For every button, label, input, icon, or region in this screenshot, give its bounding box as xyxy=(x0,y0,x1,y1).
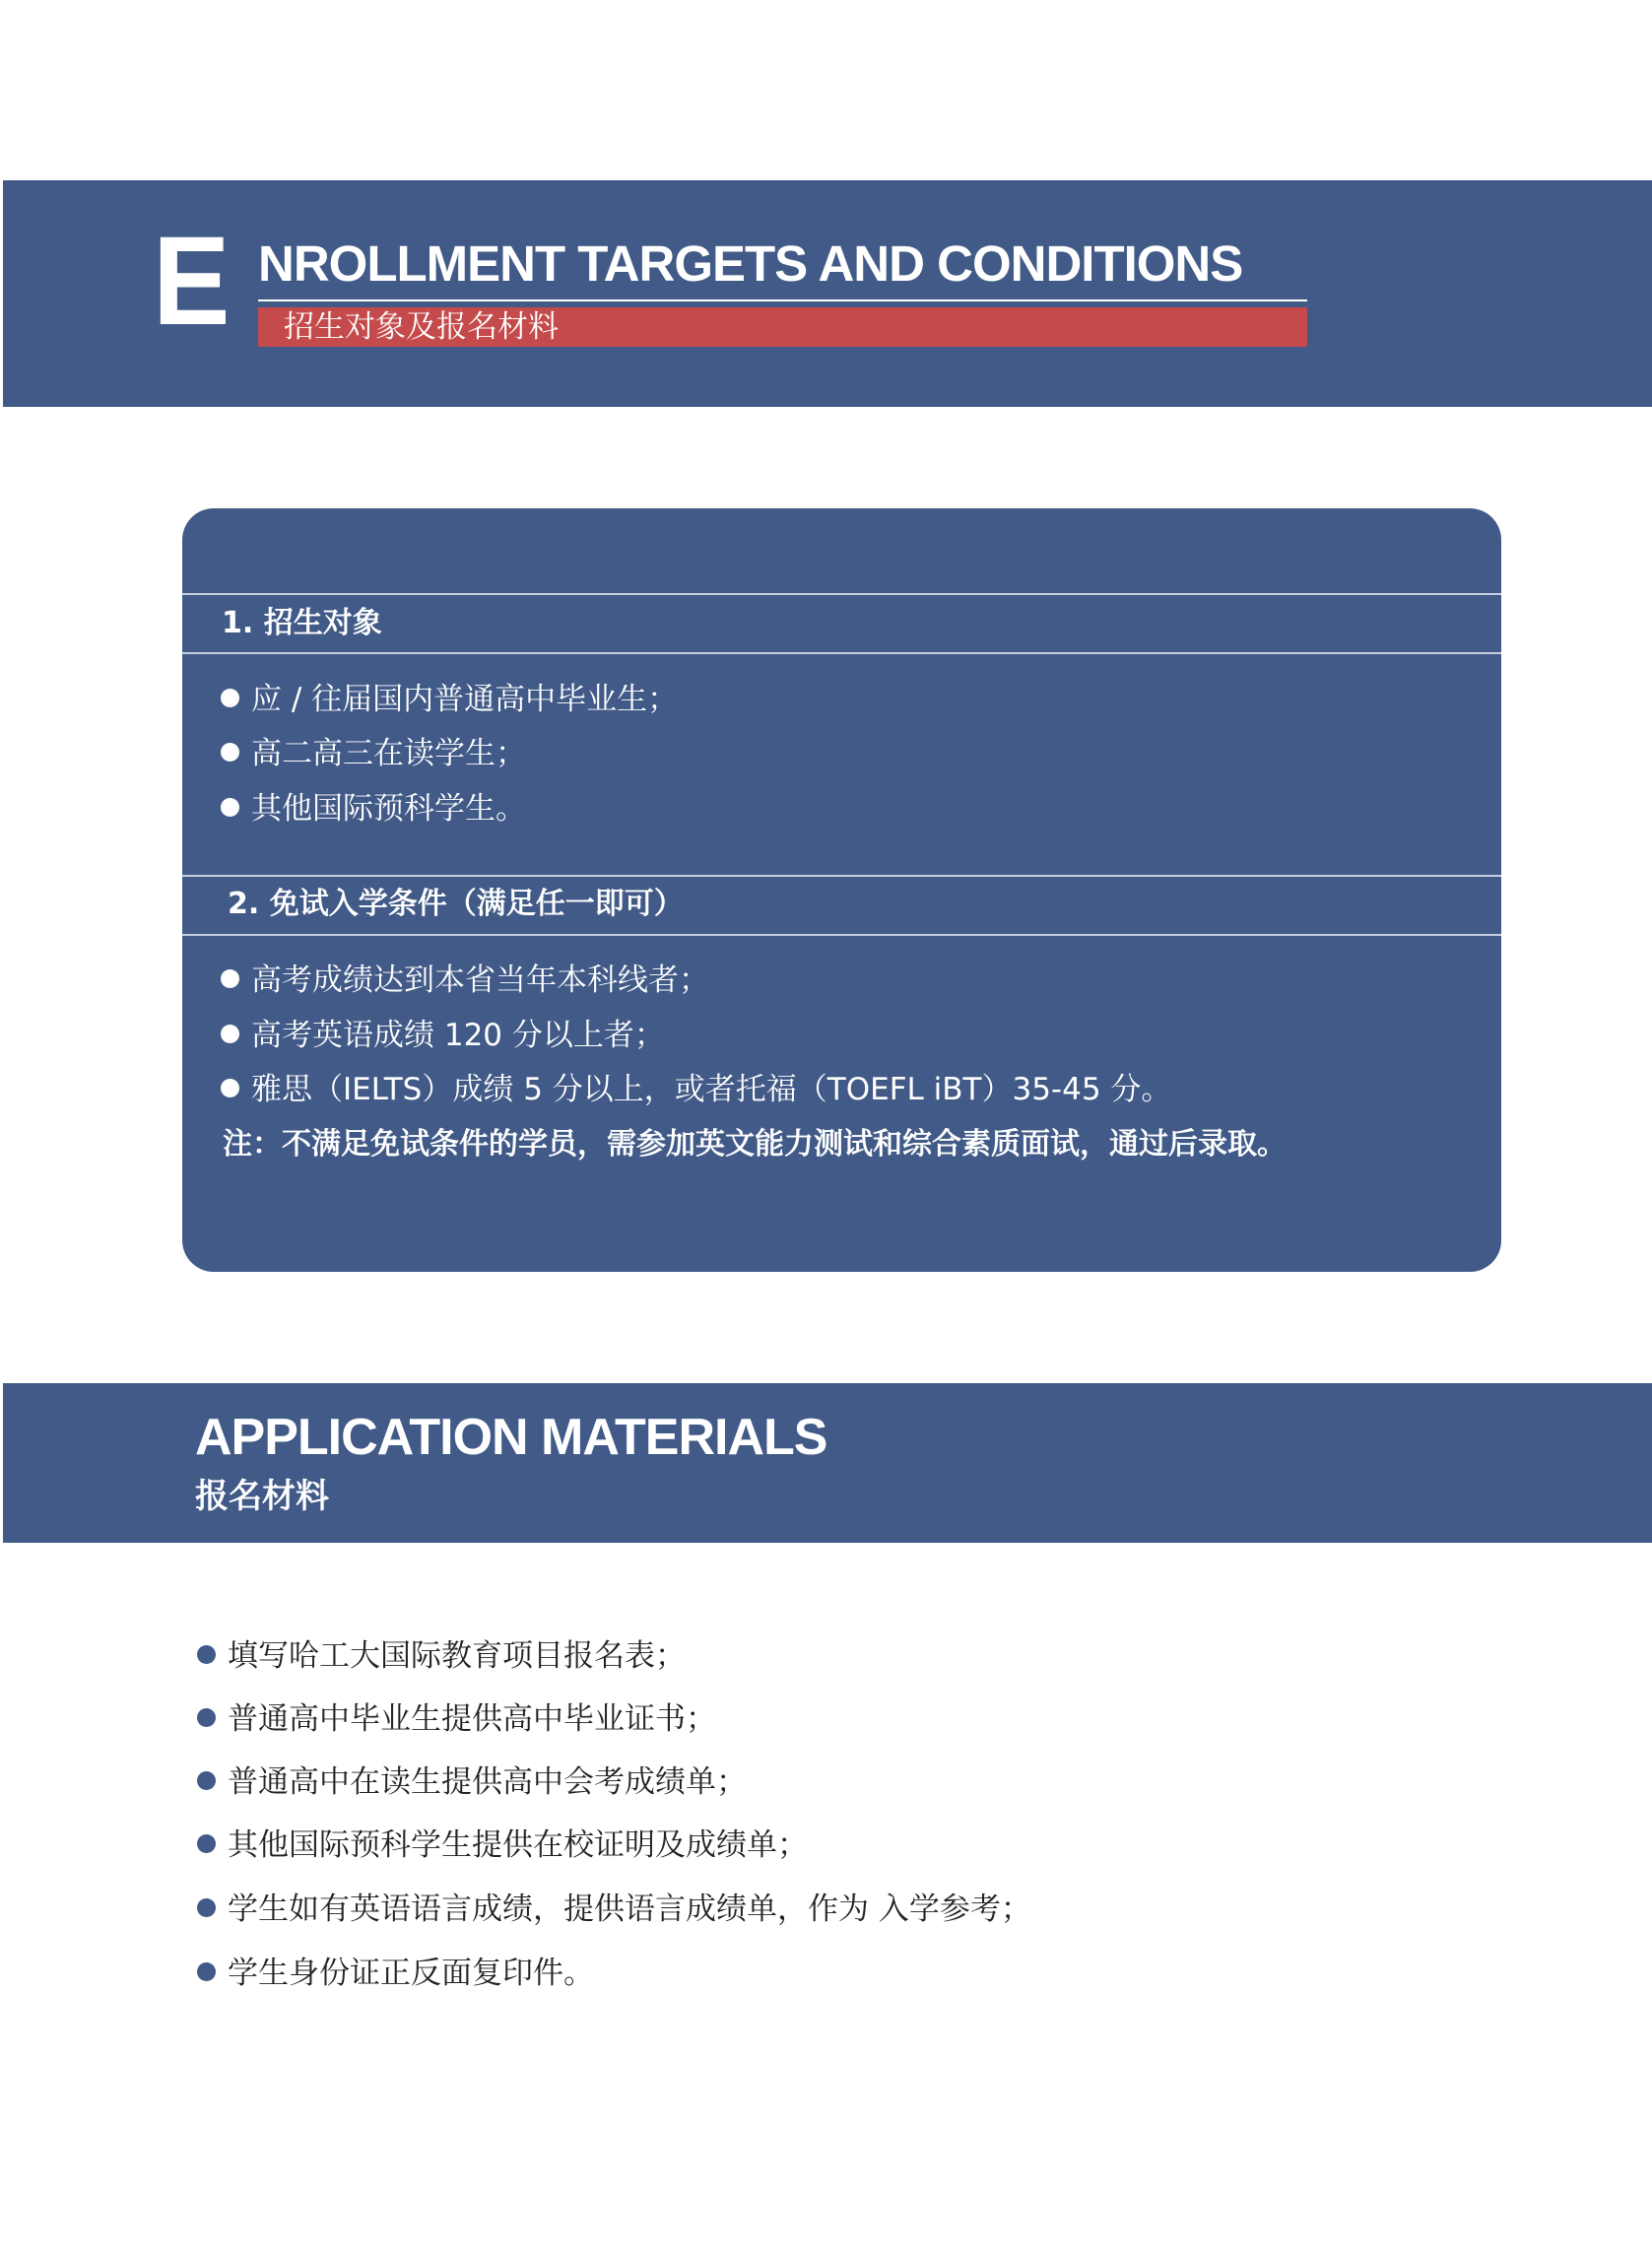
bullet-icon xyxy=(221,743,239,762)
list-item: 学生如有英语语言成绩，提供语言成绩单，作为 入学参考； xyxy=(197,1890,1031,1929)
list-item: 学生身份证正反面复印件。 xyxy=(197,1954,594,1993)
enrollment-banner xyxy=(3,180,1652,407)
list-item: 普通高中在读生提供高中会考成绩单； xyxy=(197,1762,747,1802)
section-heading-exemption: 2. 免试入学条件（满足任一即可） xyxy=(228,887,684,921)
list-item: 雅思（IELTS）成绩 5 分以上，或者托福（TOEFL iBT）35-45 分。 xyxy=(221,1070,1171,1109)
exemption-note: 注：不满足免试条件的学员，需参加英文能力测试和综合素质面试，通过后录取。 xyxy=(223,1127,1287,1162)
banner-initial-letter: E xyxy=(153,211,231,352)
card-divider xyxy=(182,652,1501,654)
card-divider xyxy=(182,875,1501,877)
banner-subtitle: 招生对象及报名材料 xyxy=(284,309,559,345)
list-item: 高二高三在读学生； xyxy=(221,734,526,773)
list-item: 普通高中毕业生提供高中毕业证书； xyxy=(197,1699,716,1739)
bullet-icon xyxy=(221,689,239,707)
bullet-icon xyxy=(197,1708,216,1727)
bullet-icon xyxy=(197,1645,216,1664)
section-heading-targets: 1. 招生对象 xyxy=(222,606,382,640)
list-item: 高考英语成绩 120 分以上者； xyxy=(221,1016,665,1055)
list-item: 其他国际预科学生提供在校证明及成绩单； xyxy=(197,1826,808,1865)
bullet-icon xyxy=(221,969,239,988)
materials-subtitle: 报名材料 xyxy=(195,1477,329,1516)
list-item: 应 / 往届国内普通高中毕业生； xyxy=(221,680,678,719)
bullet-icon xyxy=(197,1834,216,1853)
card-divider xyxy=(182,934,1501,936)
list-item: 填写哈工大国际教育项目报名表； xyxy=(197,1636,686,1676)
bullet-icon xyxy=(197,1898,216,1917)
bullet-icon xyxy=(197,1962,216,1981)
list-item: 高考成绩达到本省当年本科线者； xyxy=(221,961,709,1000)
materials-title: APPLICATION MATERIALS xyxy=(195,1409,827,1466)
bullet-icon xyxy=(197,1771,216,1790)
bullet-icon xyxy=(221,798,239,817)
list-item: 其他国际预科学生。 xyxy=(221,789,526,829)
banner-divider xyxy=(258,299,1307,301)
bullet-icon xyxy=(221,1025,239,1043)
card-divider xyxy=(182,593,1501,595)
bullet-icon xyxy=(221,1079,239,1097)
banner-title: NROLLMENT TARGETS AND CONDITIONS xyxy=(258,235,1243,292)
